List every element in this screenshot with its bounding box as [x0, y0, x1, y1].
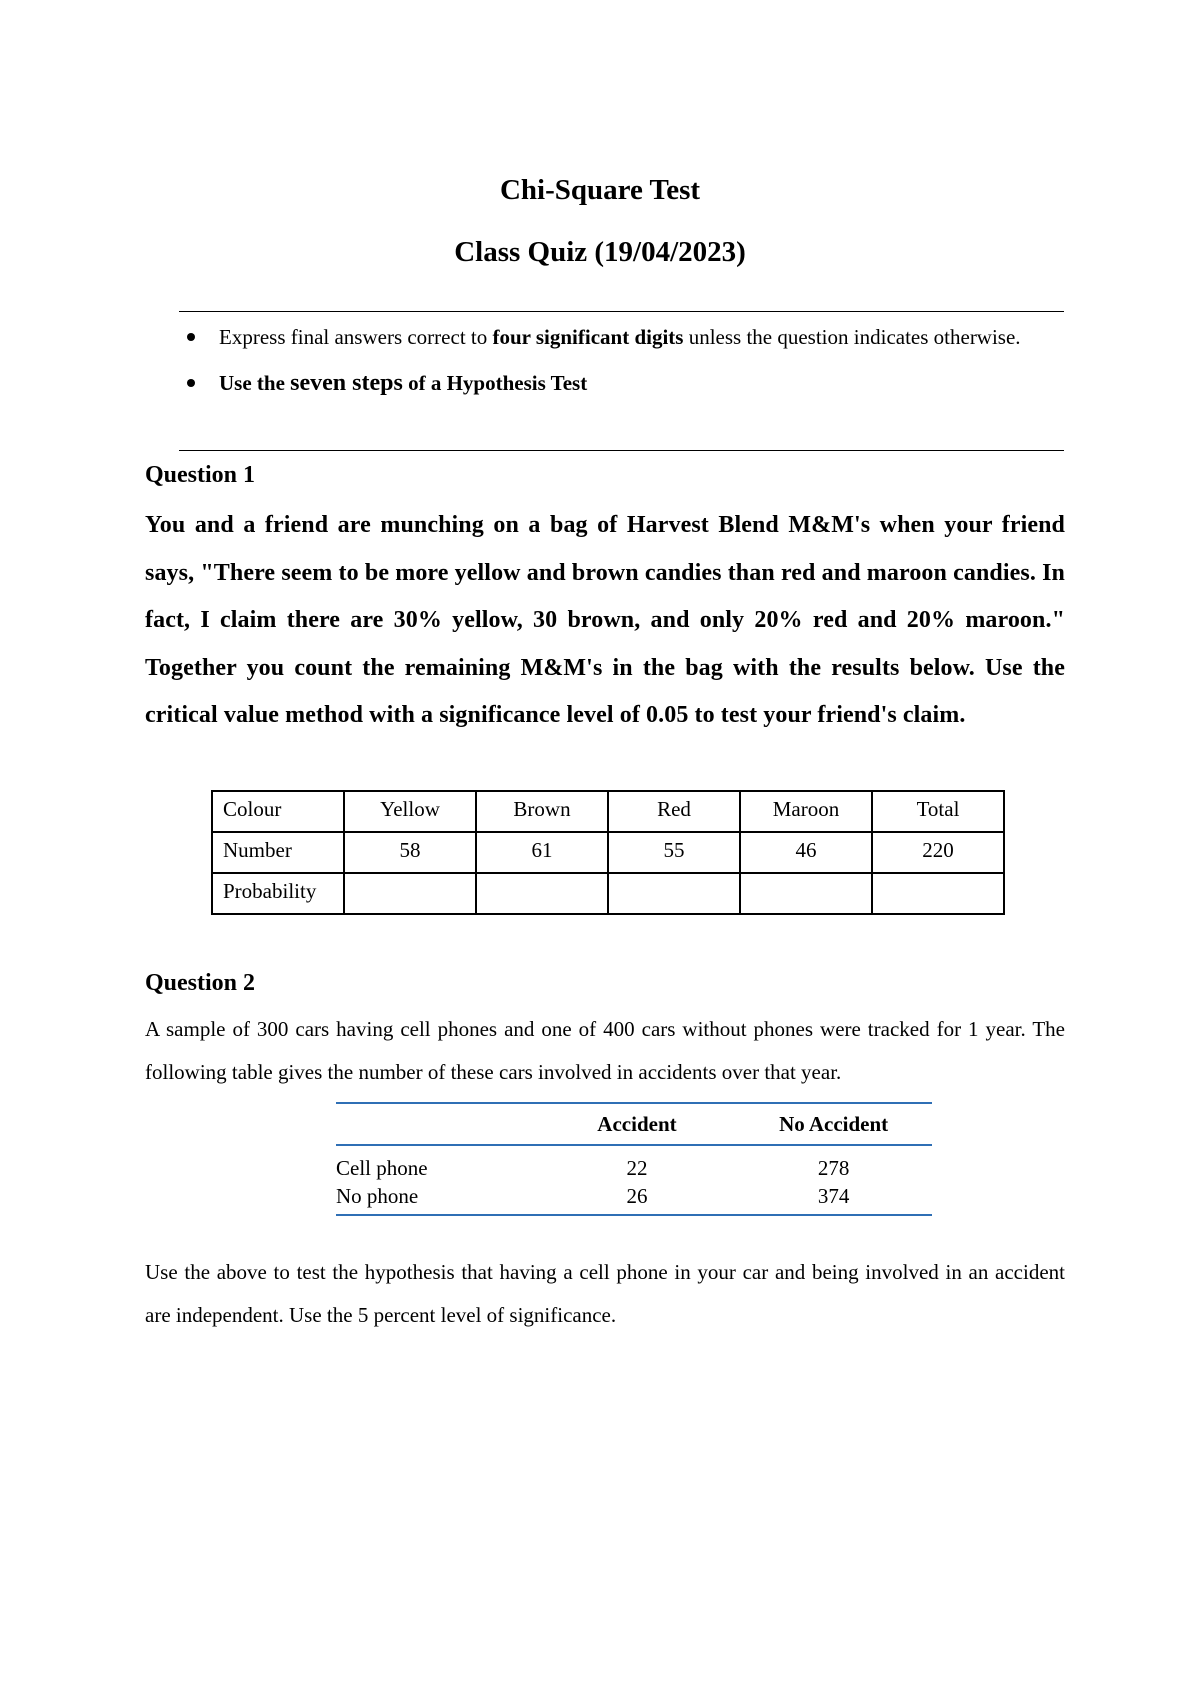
- table-cell: [476, 873, 608, 914]
- instruction-text: Express final answers correct to: [219, 325, 493, 349]
- table-cell: Colour: [212, 791, 344, 832]
- table-cell: 278: [817, 1156, 850, 1180]
- instruction-emphasis: seven steps: [290, 370, 403, 396]
- question-2-text: A sample of 300 cars having cell phones and one of 400 cars without phones were tracked for 1 year. The following table gives the number of these cars involved in accidents over that year.: [145, 1017, 1065, 1084]
- table-cell: 61: [476, 832, 608, 873]
- instruction-item: [179, 316, 1064, 358]
- table-cell: Maroon: [740, 791, 872, 832]
- table-cell: 374: [817, 1184, 850, 1208]
- table-cell: 46: [740, 832, 872, 873]
- bullet-dot-icon: [187, 379, 195, 387]
- bullet-dot-icon: [187, 333, 195, 341]
- table-cell: 220: [872, 832, 1004, 873]
- accident-table: [336, 1102, 932, 1216]
- table-cell: [872, 873, 1004, 914]
- table-cell: Red: [608, 791, 740, 832]
- table-header: Accident: [597, 1111, 677, 1136]
- instruction-text: of a Hypothesis Test: [402, 371, 588, 395]
- table-cell: 26: [626, 1184, 648, 1208]
- table-cell: [608, 873, 740, 914]
- table-cell: No phone: [336, 1184, 419, 1208]
- table-cell: [344, 873, 476, 914]
- table-cell: 22: [626, 1156, 648, 1180]
- table-row: [212, 873, 1004, 914]
- table-cell: 58: [344, 832, 476, 873]
- instruction-item: [179, 362, 1064, 404]
- question-2-instruction: Use the above to test the hypothesis that having a cell phone in your car and being involved in an accident are independent. Use the 5 percent level of significance.: [145, 1260, 1065, 1327]
- instruction-text: unless the question indicates otherwise.: [683, 325, 1021, 349]
- question-1-text: You and a friend are munching on a bag of Harvest Blend M&M's when your friend says, "There seem to be more yellow and brown candies than red and maroon candies. In fact, I claim there are 30% yellow, 30 brown, and only 20% red and 20% maroon." Together you count the remaining M&M's in the bag with the results below. Use the critical value method with a significance level of 0.05 to test your friend's claim.: [145, 512, 1065, 728]
- question-2-heading: Question 2: [145, 970, 256, 996]
- table-cell: 55: [608, 832, 740, 873]
- table-row: [212, 791, 1004, 832]
- table-row: [212, 832, 1004, 873]
- table-cell: Yellow: [344, 791, 476, 832]
- table-header-row: [336, 1103, 932, 1145]
- top-divider: [179, 311, 1064, 312]
- table-cell: Brown: [476, 791, 608, 832]
- table-cell: Total: [872, 791, 1004, 832]
- table-cell: Cell phone: [336, 1156, 428, 1180]
- bottom-divider: [179, 450, 1064, 451]
- page-subtitle: Class Quiz (19/04/2023): [454, 236, 746, 268]
- instructions-list: [179, 316, 1064, 404]
- mm-colour-table: [211, 790, 1005, 915]
- table-row: [336, 1145, 932, 1182]
- instruction-text: Use the: [219, 371, 291, 395]
- table-cell: Probability: [212, 873, 344, 914]
- table-header: [336, 1103, 539, 1145]
- table-header: No Accident: [779, 1111, 889, 1136]
- table-cell: Number: [212, 832, 344, 873]
- table-row: [336, 1182, 932, 1215]
- table-cell: [740, 873, 872, 914]
- page-title: Chi-Square Test: [499, 174, 701, 206]
- question-1-heading: Question 1: [145, 462, 256, 488]
- instruction-emphasis: four significant digits: [492, 325, 684, 349]
